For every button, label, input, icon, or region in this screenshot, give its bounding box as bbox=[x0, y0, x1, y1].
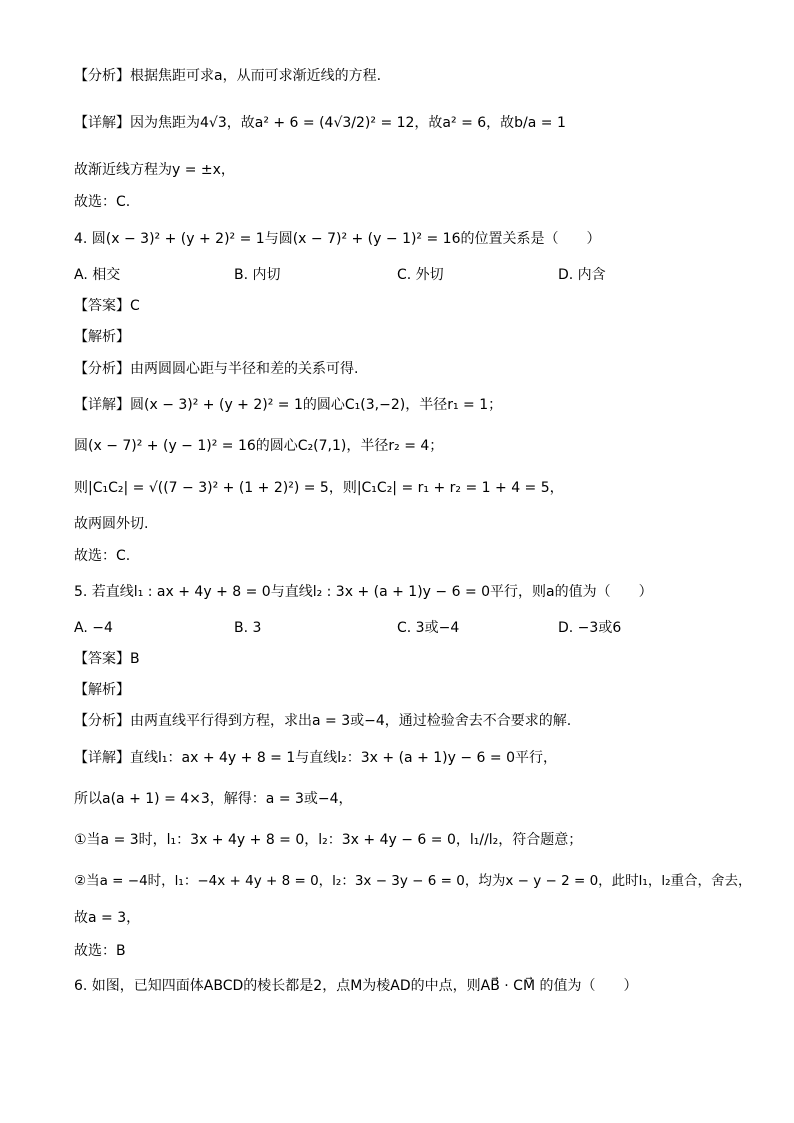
q4-option-c: C. 外切 bbox=[397, 267, 444, 283]
q4-option-a: A. 相交 bbox=[74, 267, 121, 283]
conclusion-line: 故渐近线方程为y = ±x， bbox=[74, 162, 235, 178]
q5-solution-heading: 【解析】 bbox=[74, 682, 130, 698]
q5-conclusion: 故a = 3， bbox=[74, 910, 141, 926]
question-5: 5. 若直线l₁ : ax + 4y + 8 = 0与直线l₂ : 3x + (a + 1)y − 6 = 0平行，则a的值为（ ） bbox=[74, 584, 653, 600]
question-4: 4. 圆(x − 3)² + (y + 2)² = 1与圆(x − 7)² + (y − 1)² = 16的位置关系是（ ） bbox=[74, 231, 601, 247]
q5-detail-2: 所以a(a + 1) = 4×3，解得：a = 3或−4， bbox=[74, 791, 353, 807]
q5-detail-1: 【详解】直线l₁：ax + 4y + 8 = 1与直线l₂：3x + (a + 1)y − 6 = 0平行， bbox=[74, 750, 557, 766]
analysis-line: 【分析】根据焦距可求a，从而可求渐近线的方程. bbox=[74, 68, 382, 84]
choice-line: 故选：C. bbox=[74, 194, 131, 210]
q5-detail-4: ②当a = −4时，l₁：−4x + 4y + 8 = 0，l₂：3x − 3y − 6 = 0，均为x − y − 2 = 0，此时l₁，l₂重合，舍去， bbox=[74, 873, 752, 889]
q4-option-b: B. 内切 bbox=[234, 267, 281, 283]
q5-option-c: C. 3或−4 bbox=[397, 620, 460, 636]
q4-conclusion: 故两圆外切. bbox=[74, 516, 149, 532]
q4-answer: 【答案】C bbox=[74, 298, 140, 314]
q5-detail-3: ①当a = 3时，l₁：3x + 4y + 8 = 0，l₂：3x + 4y − 6 = 0，l₁//l₂，符合题意； bbox=[74, 832, 583, 848]
q4-solution-heading: 【解析】 bbox=[74, 329, 130, 345]
q4-analysis: 【分析】由两圆圆心距与半径和差的关系可得. bbox=[74, 361, 359, 377]
q4-option-d: D. 内含 bbox=[558, 267, 606, 283]
q5-option-a: A. −4 bbox=[74, 620, 113, 636]
q4-detail-1: 【详解】圆(x − 3)² + (y + 2)² = 1的圆心C₁(3,−2)，半径r₁ = 1； bbox=[74, 397, 503, 413]
q5-choice: 故选：B bbox=[74, 943, 126, 959]
q4-detail-3: 则|C₁C₂| = √((7 − 3)² + (1 + 2)²) = 5，则|C₁C₂| = r₁ + r₂ = 1 + 4 = 5， bbox=[74, 480, 564, 496]
q5-answer: 【答案】B bbox=[74, 651, 140, 667]
q5-option-b: B. 3 bbox=[234, 620, 262, 636]
q4-choice: 故选：C. bbox=[74, 548, 131, 564]
q5-analysis: 【分析】由两直线平行得到方程，求出a = 3或−4，通过检验舍去不合要求的解. bbox=[74, 713, 572, 729]
q5-option-d: D. −3或6 bbox=[558, 620, 622, 636]
detail-line: 【详解】因为焦距为4√3，故a² + 6 = (4√3/2)² = 12，故a² = 6，故b/a = 1 bbox=[74, 115, 566, 131]
question-6: 6. 如图，已知四面体ABCD的棱长都是2，点M为棱AD的中点，则AB⃗ · CM⃗ 的值为（ ） bbox=[74, 978, 638, 994]
q4-detail-2: 圆(x − 7)² + (y − 1)² = 16的圆心C₂(7,1)，半径r₂ = 4； bbox=[74, 438, 444, 454]
